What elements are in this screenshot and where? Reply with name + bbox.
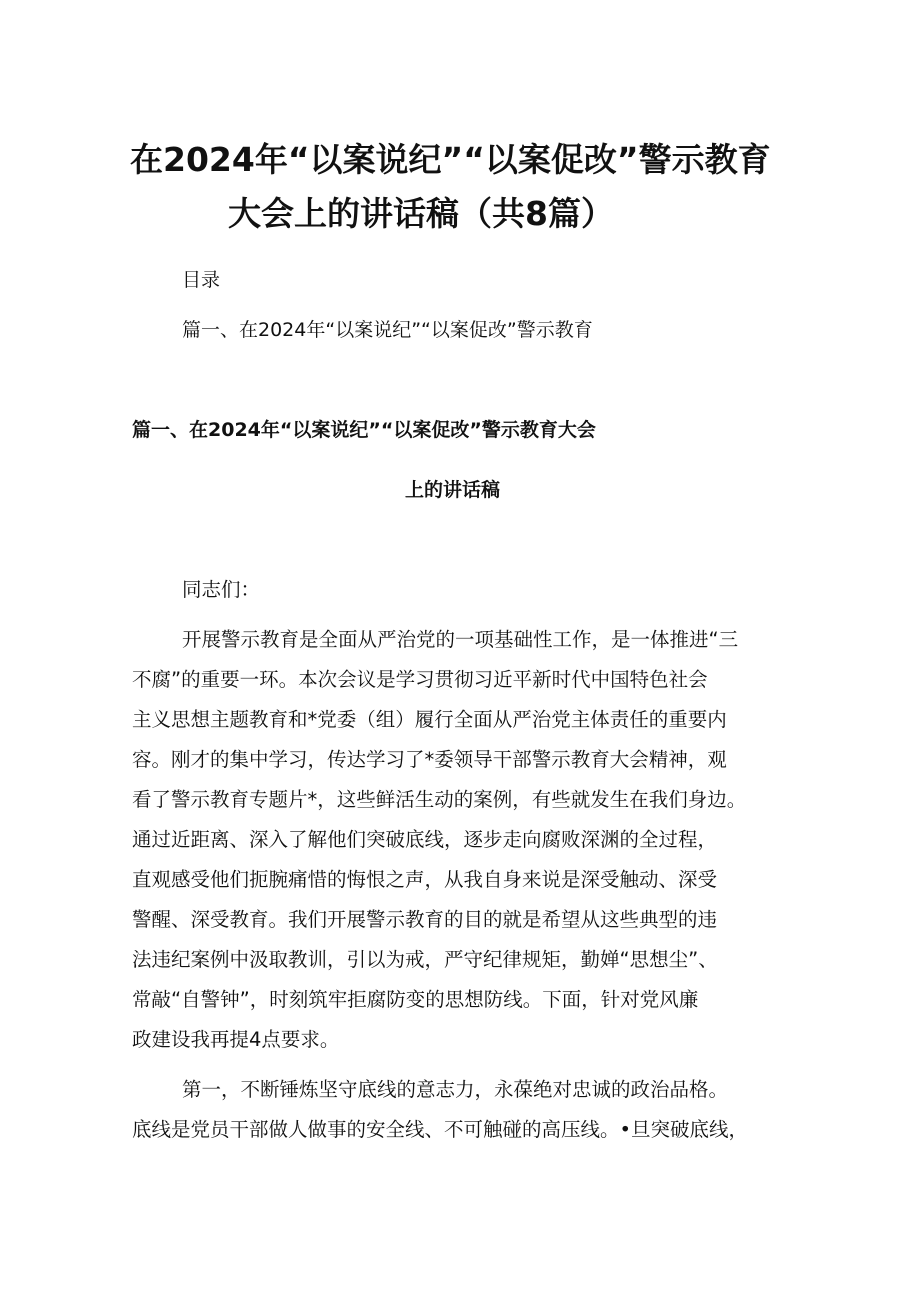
body-line: 主义思想主题教育和*党委（组）履行全面从严治党主体责任的重要内 <box>132 708 727 731</box>
body-line: 底线是党员干部做人做事的安全线、不可触碰的高压线。•旦突破底线， <box>132 1118 749 1141</box>
salutation: 同志们： <box>182 578 261 601</box>
body-line: 法违纪案例中汲取教训，引以为戒，严守纪律规矩，勤婵“思想尘”、 <box>132 948 718 971</box>
body-line: 容。刚才的集中学习，传达学习了*委领导干部警示教育大会精神，观 <box>132 748 727 771</box>
toc-item[interactable]: 篇一、在2024年“以案说纪”“以案促改”警示教育 <box>182 319 593 341</box>
toc-heading: 目录 <box>182 269 221 291</box>
body-line: 警醒、深受教育。我们开展警示教育的目的就是希望从这些典型的违 <box>132 908 718 931</box>
body-line: 开展警示教育是全面从严治党的一项基础性工作，是一体推进“三 <box>182 628 739 651</box>
section-title-line-2: 上的讲话稿 <box>405 479 501 501</box>
body-line: 常敲“自警钟”，时刻筑牢拒腐防变的思想防线。下面，针对党风廉 <box>132 988 699 1011</box>
body-line: 看了警示教育专题片*，这些鲜活生动的案例，有些就发生在我们身边。 <box>132 788 747 811</box>
body-line: 通过近距离、深入了解他们突破底线，逐步走向腐败深渊的全过程， <box>132 828 718 851</box>
body-line: 政建设我再提4点要求。 <box>132 1028 340 1051</box>
section-title-line-1: 篇一、在2024年“以案说纪”“以案促改”警示教育大会 <box>132 419 596 441</box>
document-title-line-1: 在2024年“以案说纪”“以案促改”警示教育 <box>130 140 771 179</box>
body-line: 第一，不断锤炼坚守底线的意志力，永葆绝对忠诚的政治品格。 <box>182 1078 729 1101</box>
body-line: 不腐”的重要一环。本次会议是学习贯彻习近平新时代中国特色社会 <box>132 668 708 691</box>
body-line: 直观感受他们扼腕痛惜的悔恨之声，从我自身来说是深受触动、深受 <box>132 868 718 891</box>
document-title-line-2: 大会上的讲话稿（共8篇） <box>228 194 614 233</box>
